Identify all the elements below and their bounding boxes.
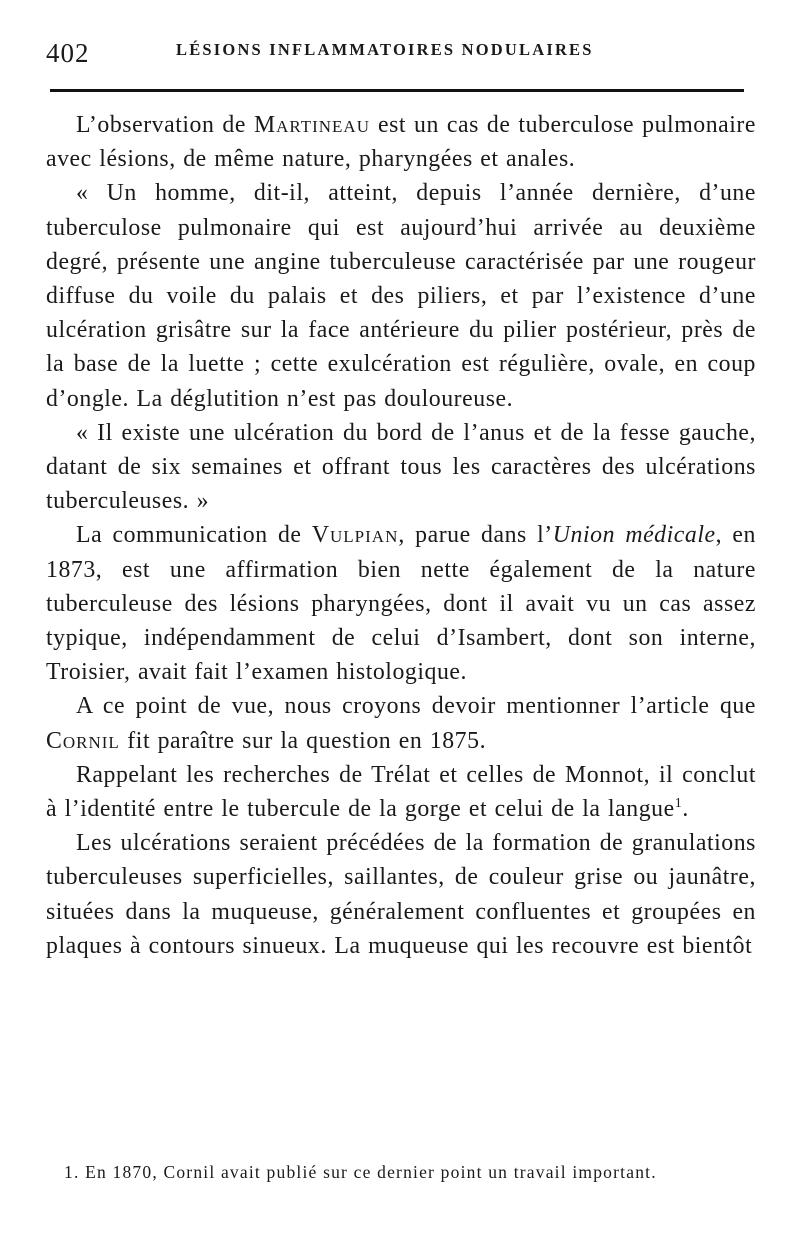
running-title: LÉSIONS INFLAMMATOIRES NODULAIRES	[176, 40, 594, 59]
author-name: Vulpian	[311, 522, 399, 549]
text-run: est un cas de tuberculose pulmonaire avec lésions, de même nature, pharyngées et anales.	[46, 112, 757, 173]
text-run: Rappelant les recherches de Trélat et celles de Monnot, il conclut à l’identité entre le tubercule de la gorge et celui de la langue	[46, 761, 756, 823]
paragraph	[46, 689, 756, 757]
footnotes	[46, 1162, 756, 1183]
text-run: Les ulcérations seraient précédées de la formation de granulations tuberculeuses superficielles, saillantes, de couleur grise ou jaunâtre, situées dans la muqueuse, généralement confluentes et groupées en plaques à contours sinueux. La muqueuse qui les recouvre est bientôt	[46, 830, 756, 959]
author-name: Cornil	[46, 727, 120, 754]
paragraph	[46, 758, 756, 826]
text-run: « Un homme, dit-il, atteint, depuis l’année dernière, d’une tuberculose pulmonaire qui est aujourd’hui arrivée au deuxième degré, présente une angine tuberculeuse caractérisée par une rougeur diffuse du voile du palais et des piliers, et par l’existence d’une ulcération grisâtre sur la face antérieure du pilier postérieur, près de la base de la luette ; cette exulcération est régulière, ovale, en coup d’ongle. La déglutition n’est pas douloureuse.	[46, 180, 756, 412]
body-text	[46, 108, 756, 963]
paragraph	[46, 826, 756, 963]
paragraph	[46, 176, 756, 415]
text-run: La communication de	[76, 522, 312, 549]
paragraph	[46, 416, 756, 519]
header-rule	[50, 89, 744, 92]
footnote-marker: 1	[674, 796, 683, 812]
text-run: L’observation de	[76, 112, 254, 138]
text-run: A ce point de vue, nous croyons devoir mentionner l’article que	[76, 693, 756, 720]
text-run: .	[682, 796, 689, 823]
text-run: , parue dans l’	[398, 522, 553, 549]
italic-title: Union médicale	[552, 522, 716, 549]
page-header	[46, 34, 754, 74]
page-number: 402	[46, 38, 90, 68]
author-name: Martineau	[253, 112, 370, 138]
text-run: fit paraître sur la question en 1875.	[119, 727, 487, 754]
text-run: « Il existe une ulcération du bord de l’anus et de la fesse gauche, datant de six semaines et offrant tous les caractères des ulcérations tuberculeuses. »	[46, 419, 756, 515]
text-run: , en 1873, est une affirmation bien nette également de la nature tuberculeuse des lésions pharyngées, dont il avait vu un cas assez typique, indépendamment de celui d’Isambert, dont son interne, Troisier, avait fait l’examen histologique.	[46, 522, 756, 686]
paragraph	[46, 108, 756, 176]
paragraph	[46, 518, 756, 689]
footnote: 1. En 1870, Cornil avait publié sur ce dernier point un travail important.	[64, 1162, 657, 1182]
